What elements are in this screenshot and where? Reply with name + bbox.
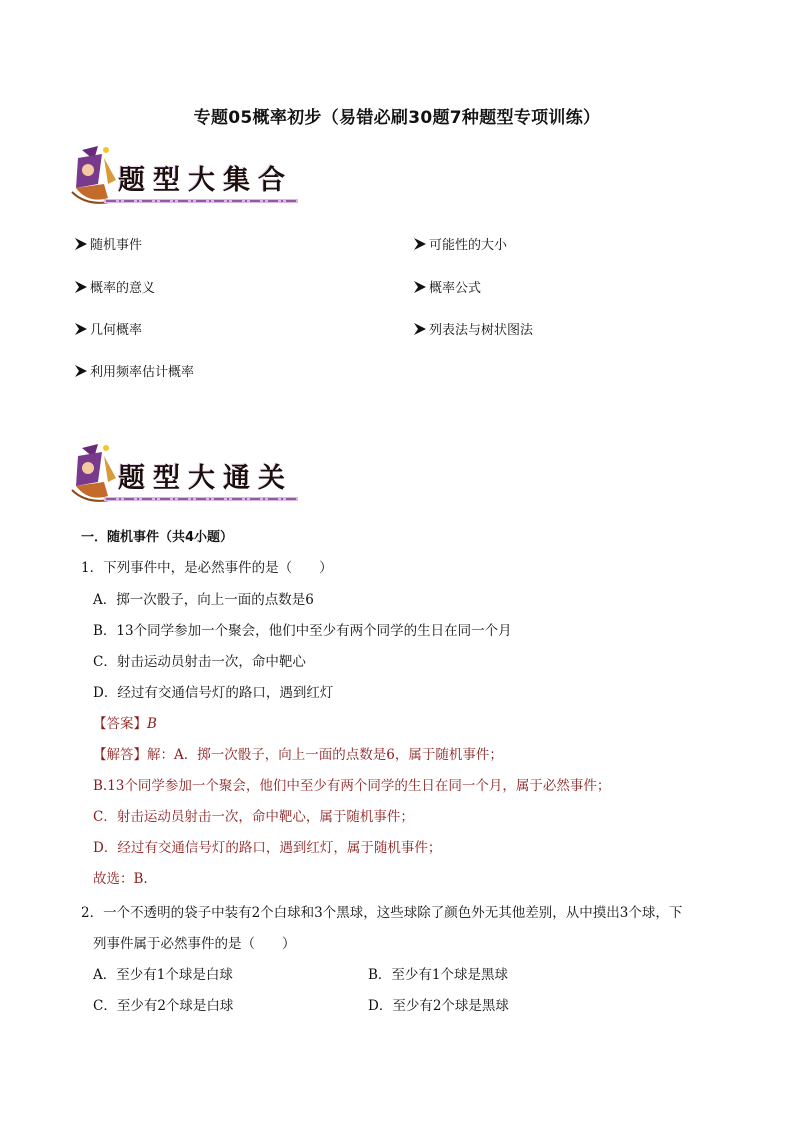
q1-solution-line-3: C．射击运动员射击一次，命中靶心，属于随机事件； — [93, 809, 414, 825]
q1-solution-line-2: B.13个同学参加一个聚会，他们中至少有两个同学的生日在同一个月，属于必然事件； — [93, 778, 611, 794]
question-2-stem-line-2: 列事件属于必然事件的是（ ） — [93, 936, 296, 952]
category-item — [74, 234, 142, 253]
banner-title: 题型大集合 — [118, 165, 293, 196]
q2-option-b: B．至少有1个球是黑球 — [368, 967, 509, 983]
banner-underline — [104, 496, 298, 502]
category-label: 可能性的大小 — [429, 238, 508, 253]
arrow-bullet-icon — [74, 364, 88, 378]
solution-text: 解：A．掷一次骰子，向上一面的点数是6，属于随机事件； — [147, 747, 503, 763]
q2-option-d: D．至少有2个球是黑球 — [368, 998, 509, 1014]
answer-label: 【答案】 — [93, 716, 147, 732]
category-item — [74, 277, 155, 296]
q1-conclusion: 故选：B. — [93, 871, 148, 887]
banner-title: 题型大通关 — [118, 463, 293, 494]
category-item — [413, 234, 507, 253]
arrow-bullet-icon — [413, 322, 427, 336]
category-item — [74, 319, 142, 338]
answer-value: B — [147, 716, 157, 732]
q1-option-b: B．13个同学参加一个聚会，他们中至少有两个同学的生日在同一个月 — [93, 623, 512, 639]
solution-label: 【解答】 — [93, 747, 147, 763]
category-label: 利用频率估计概率 — [90, 365, 195, 380]
banner-underline — [104, 198, 298, 204]
question-2-stem-line-1: 2．一个不透明的袋子中装有2个白球和3个黑球，这些球除了颜色外无其他差别，从中摸出3个球，下 — [81, 905, 683, 921]
document-title: 专题05概率初步（易错必刷30题7种题型专项训练） — [193, 108, 601, 128]
category-item — [74, 361, 194, 380]
q1-option-d: D．经过有交通信号灯的路口，遇到红灯 — [93, 685, 334, 701]
category-item — [413, 319, 533, 338]
question-1-stem: 1．下列事件中，是必然事件的是（ ） — [81, 560, 333, 576]
arrow-bullet-icon — [74, 322, 88, 336]
arrow-bullet-icon — [413, 237, 427, 251]
category-label: 列表法与树状图法 — [429, 323, 534, 338]
category-label: 几何概率 — [90, 323, 143, 338]
arrow-bullet-icon — [413, 280, 427, 294]
banner-topic-practice — [68, 442, 298, 506]
q1-answer — [93, 712, 157, 732]
q1-solution-line-1 — [93, 743, 503, 763]
category-label: 随机事件 — [90, 238, 143, 253]
section-heading: 一．随机事件（共4小题） — [81, 530, 234, 545]
q2-option-c: C．至少有2个球是白球 — [93, 998, 234, 1014]
q2-option-a: A．至少有1个球是白球 — [93, 967, 233, 983]
category-item — [413, 277, 481, 296]
category-label: 概率的意义 — [90, 281, 156, 296]
arrow-bullet-icon — [74, 280, 88, 294]
q1-option-a: A．掷一次骰子，向上一面的点数是6 — [93, 592, 314, 608]
category-label: 概率公式 — [429, 281, 482, 296]
q1-solution-line-4: D．经过有交通信号灯的路口，遇到红灯，属于随机事件； — [93, 840, 442, 856]
arrow-bullet-icon — [74, 237, 88, 251]
banner-topic-collection — [68, 144, 298, 208]
q1-option-c: C．射击运动员射击一次，命中靶心 — [93, 654, 306, 670]
